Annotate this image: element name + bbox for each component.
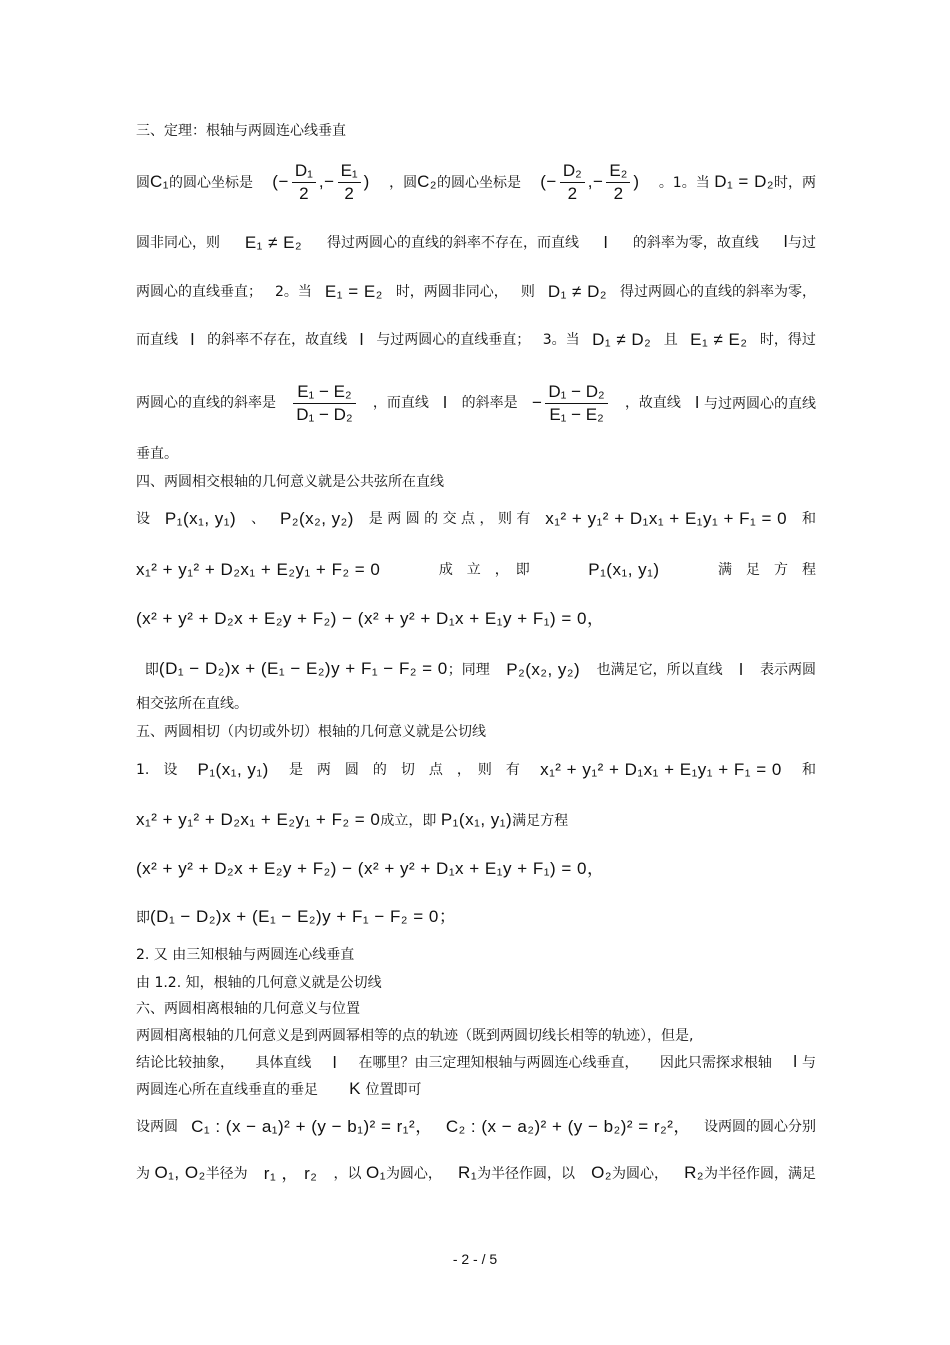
math: E₁ ≠ E₂ <box>244 232 303 252</box>
text: 为 O₁, O₂半径为 <box>136 1163 248 1182</box>
text: l与过 <box>783 232 816 251</box>
section-3-heading: 三、定理：根轴与两圆连心线垂直 <box>136 123 346 139</box>
math: P₂(x₂, y₂) <box>506 659 581 679</box>
math: C₁ : (x − a₁)² + (y − b₁)² = r₁²， <box>191 1117 433 1136</box>
text: ，故直线 <box>624 395 681 411</box>
text: 设两圆 <box>136 1119 178 1135</box>
section-3-line-1 <box>136 160 816 203</box>
text: 表示两圆 <box>759 661 816 678</box>
text: 结论比较抽象， <box>136 1054 234 1071</box>
section-6-line-3 <box>136 1079 816 1100</box>
section-5-line-2 <box>136 810 816 831</box>
text: l 与过两圆心的直线 <box>695 392 816 412</box>
math: l <box>739 659 744 679</box>
section-4-line-1 <box>136 509 816 529</box>
page-number: - 2 - / 5 <box>452 1251 498 1267</box>
text: 得过两圆心的直线的斜率不存在，而直线 <box>326 234 579 251</box>
fraction: $\frac{\text{D₂}}{2}$ <box>560 160 585 205</box>
section-3-line-6: 垂直。 <box>136 446 178 462</box>
math: l <box>443 393 448 412</box>
slope-fraction: $\frac{\text{D₁ − D₂}}{\text{E₁ − E₂}}$ <box>545 381 607 426</box>
text: 即(D₁ − D₂)x + (E₁ − E₂)y + F₁ − F₂ = 0；同理 <box>144 659 490 678</box>
text: 的斜率不存在，故直线 <box>207 332 348 348</box>
math: x₁² + y₁² + D₁x₁ + E₁y₁ + F₁ = 0 <box>545 509 788 528</box>
section-3-line-3 <box>136 282 816 302</box>
math: l <box>603 232 609 252</box>
slope-fraction: $\frac{\text{E₁ − E₂}}{\text{D₁ − D₂}}$ <box>293 381 355 426</box>
text: 两圆心的直线的斜率是 <box>136 395 276 411</box>
text: 因此只需探求根轴 <box>659 1054 772 1071</box>
section-4-line-3 <box>136 609 816 630</box>
text: 圆非同心，则 <box>136 234 220 251</box>
text: 而直线 <box>136 332 178 348</box>
math: K <box>349 1079 361 1098</box>
math: P₁(x₁, y₁) <box>440 810 513 829</box>
text: 也满足它，所以直线 <box>596 661 723 678</box>
center-c2: (− $\frac{\text{D₂}}{2}$ ,− $\frac{\text{E₂}}{2}$ ) <box>540 160 640 203</box>
fraction: $\frac{\text{D₁}}{2}$ <box>292 160 316 205</box>
text: 两圆连心所在直线垂直的垂足 <box>136 1082 318 1098</box>
section-4-line-5: 相交弦所在直线。 <box>136 696 248 712</box>
math: (D₁ − D₂)x + (E₁ − E₂)y + F₁ − F₂ = 0； <box>150 907 457 926</box>
text: 的斜率是 <box>461 395 518 411</box>
math: l <box>332 1052 338 1072</box>
section-5-line-6: 由 1.2. 知，根轴的几何意义就是公切线 <box>136 975 382 991</box>
text: 3。当 <box>542 332 580 348</box>
text: 时，两圆非同心， <box>395 284 508 300</box>
math: E₁ = E₂ <box>324 282 383 301</box>
text: 在哪里？由三定理知根轴与两圆连心线垂直， <box>358 1054 639 1071</box>
math: C₂ : (x − a₂)² + (y − b₂)² = r₂²， <box>445 1117 691 1136</box>
section-6-line-1: 两圆相离根轴的几何意义是到两圆幂相等的点的轨迹（既到两圆切线长相等的轨迹），但是, <box>136 1028 694 1044</box>
math: D₁ ≠ D₂ <box>547 282 607 301</box>
text: 时，得过 <box>759 332 816 348</box>
text: ，而直线 <box>372 395 429 411</box>
section-5-line-5: 2. 又 由三知根轴与两圆连心线垂直 <box>136 947 355 963</box>
math: P₁(x₁, y₁) <box>197 760 269 779</box>
section-3-line-5 <box>136 380 816 426</box>
text: 1. 设 <box>136 762 178 778</box>
math: P₂(x₂, y₂) <box>280 509 354 528</box>
text: 设 <box>136 511 150 527</box>
section-4-line-4 <box>136 659 816 680</box>
math: P₁(x₁, y₁) <box>164 509 237 528</box>
math: l <box>359 330 364 349</box>
text: 两圆心的直线垂直； <box>136 284 262 300</box>
section-6-line-5 <box>136 1163 816 1184</box>
section-5-line-3 <box>136 859 816 880</box>
text: ，以 O₁为圆心， <box>333 1163 442 1182</box>
text: 圆C₁的圆心坐标是 <box>136 171 254 191</box>
math: P₁(x₁, y₁) <box>588 560 660 579</box>
text: 设两圆的圆心分别 <box>703 1119 816 1135</box>
math: x₁² + y₁² + D₂x₁ + E₂y₁ + F₂ = 0 <box>136 560 381 579</box>
text: 得过两圆心的直线的斜率为零， <box>619 284 816 300</box>
text: O₂为圆心， <box>591 1163 668 1182</box>
math: D₁ ≠ D₂ <box>592 330 652 349</box>
section-4-line-2 <box>136 560 816 580</box>
section-6-line-4 <box>136 1117 816 1137</box>
text: R₁为半径作圆，以 <box>458 1163 576 1182</box>
text: 是 两 圆 的 切 点 ， 则 有 <box>288 762 520 778</box>
text: 是 两 圆 的 交 点 ， 则 有 <box>368 511 531 527</box>
section-5-heading: 五、两圆相切（内切或外切）根轴的几何意义就是公切线 <box>136 724 486 740</box>
text: 成 立 ， 即 <box>438 562 530 578</box>
fraction: $\frac{\text{E₂}}{2}$ <box>606 160 630 205</box>
text: 且 <box>663 332 678 348</box>
math: E₁ ≠ E₂ <box>690 330 748 349</box>
section-5-line-4 <box>136 907 816 928</box>
section-6-heading: 六、两圆相离根轴的几何意义与位置 <box>136 1001 360 1017</box>
section-3-line-2 <box>136 232 816 253</box>
text: 和 <box>802 511 816 527</box>
neg-slope: − $\frac{\text{D₁ − D₂}}{\text{E₁ − E₂}}$ <box>532 381 611 426</box>
text: 的斜率为零，故直线 <box>632 234 759 251</box>
section-4-heading: 四、两圆相交根轴的几何意义就是公共弦所在直线 <box>136 474 444 490</box>
text: 具体直线 <box>255 1054 312 1071</box>
fraction: $\frac{\text{E₁}}{2}$ <box>338 160 361 205</box>
text: 则 <box>520 284 535 300</box>
math: r₁ ， r₂ <box>263 1163 318 1183</box>
section-3-line-4 <box>136 330 816 350</box>
center-c1: (− $\frac{\text{D₁}}{2}$ ,− $\frac{\text{E₁}}{2}$ ) <box>272 160 370 203</box>
text: 、 <box>251 511 266 527</box>
section-6-line-2 <box>136 1052 816 1073</box>
text: 2。当 <box>275 284 312 300</box>
text: l 与 <box>793 1052 816 1071</box>
text: 和 <box>802 762 816 778</box>
text: 成立，即 <box>380 813 437 829</box>
math: l <box>190 330 195 349</box>
math: (x² + y² + D₂x + E₂y + F₂) − (x² + y² + D₁x + E₁y + F₁) = 0， <box>136 859 605 878</box>
math: x₁² + y₁² + D₂x₁ + E₂y₁ + F₂ = 0 <box>136 810 381 829</box>
text: 满 足 方 程 <box>717 562 816 578</box>
math: x₁² + y₁² + D₁x₁ + E₁y₁ + F₁ = 0 <box>540 760 782 779</box>
section-5-line-1 <box>136 760 816 780</box>
text: 。1。当 D₁ = D₂时，两 <box>658 171 816 191</box>
text: 即 <box>136 910 150 926</box>
text: 满足方程 <box>512 813 569 829</box>
text: R₂为半径作圆，满足 <box>684 1163 816 1182</box>
text: 与过两圆心的直线垂直； <box>376 332 531 348</box>
math: (x² + y² + D₂x + E₂y + F₂) − (x² + y² + D₁x + E₁y + F₁) = 0， <box>136 609 605 628</box>
text: 位置即可 <box>365 1082 422 1098</box>
text: ，圆C₂的圆心坐标是 <box>389 171 521 191</box>
